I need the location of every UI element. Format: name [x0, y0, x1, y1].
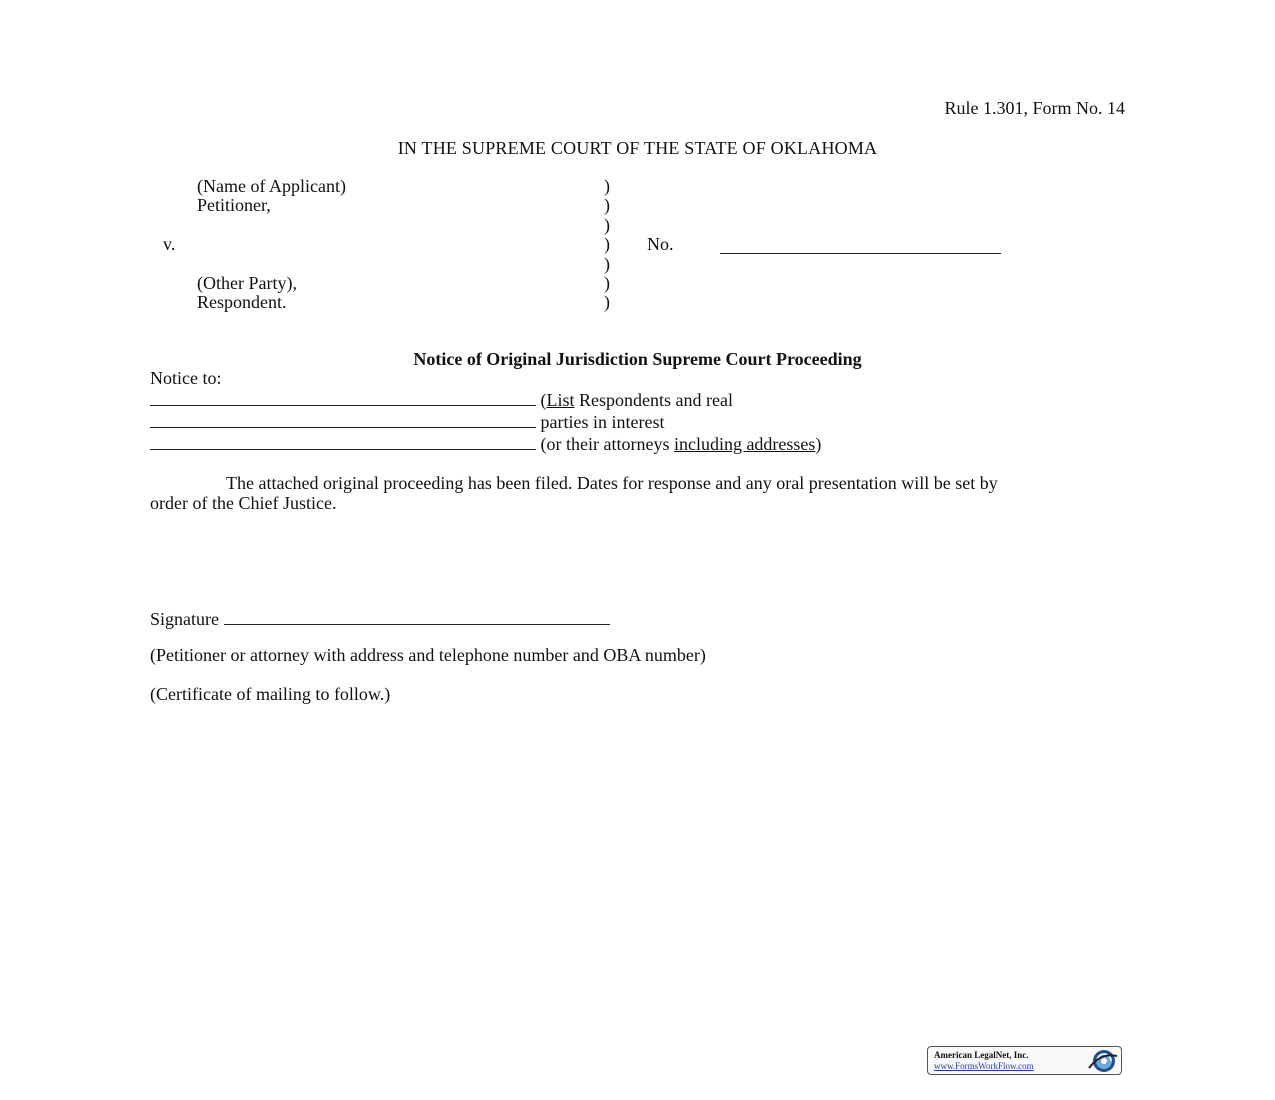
- including-addresses-text: including addresses: [673, 434, 816, 454]
- case-number-field[interactable]: [720, 234, 1001, 254]
- notice-to-label: Notice to:: [150, 368, 222, 388]
- petitioner-label: Petitioner,: [197, 195, 271, 215]
- caption-paren: ): [604, 254, 610, 274]
- caption-paren: ): [604, 176, 610, 196]
- list-underlined-text: List: [546, 390, 575, 410]
- notice-recipient-line: [150, 432, 821, 454]
- body-paragraph-text: The attached original proceeding has been filed. Dates for response and any oral presentation will be set by order of the Chief Justice.: [150, 473, 998, 513]
- signature-label: Signature: [150, 609, 219, 629]
- body-paragraph: [150, 473, 1030, 513]
- caption-paren: ): [604, 234, 610, 254]
- other-party-placeholder: (Other Party),: [197, 273, 297, 293]
- applicant-name-placeholder: (Name of Applicant): [197, 176, 346, 196]
- signature-field[interactable]: [224, 607, 610, 625]
- petitioner-note: (Petitioner or attorney with address and telephone number and OBA number): [150, 645, 706, 665]
- notice-recipient-line: [150, 410, 664, 432]
- recipient-blank-field[interactable]: [150, 410, 536, 428]
- legalnet-badge[interactable]: [927, 1046, 1122, 1075]
- notice-recipient-line: [150, 388, 733, 410]
- notice-line3-close: ): [815, 434, 822, 454]
- versus-label: v.: [163, 234, 176, 254]
- notice-line2-text: parties in interest: [540, 412, 665, 432]
- notice-line-open-paren: (: [540, 390, 547, 410]
- caption-paren: ): [604, 195, 610, 215]
- court-title: IN THE SUPREME COURT OF THE STATE OF OKLAHOMA: [397, 138, 878, 158]
- respondent-label: Respondent.: [197, 292, 287, 312]
- globe-logo-icon: [1085, 1048, 1119, 1074]
- notice-line1-text: Respondents and real: [574, 390, 733, 410]
- notice-line3-text: (or their attorneys: [540, 434, 674, 454]
- caption-paren: ): [604, 292, 610, 312]
- signature-line: [150, 607, 610, 629]
- badge-company-name: American LegalNet, Inc.: [934, 1050, 1029, 1060]
- caption-paren: ): [604, 273, 610, 293]
- badge-url-link[interactable]: www.FormsWorkFlow.com: [934, 1061, 1034, 1071]
- caption-paren: ): [604, 215, 610, 235]
- notice-title: Notice of Original Jurisdiction Supreme Court Proceeding: [413, 349, 862, 369]
- recipient-blank-field[interactable]: [150, 388, 536, 406]
- form-rule-reference: Rule 1.301, Form No. 14: [944, 98, 1125, 118]
- case-number-label: No.: [647, 234, 674, 254]
- recipient-blank-field[interactable]: [150, 432, 536, 450]
- certificate-note: (Certificate of mailing to follow.): [150, 684, 391, 704]
